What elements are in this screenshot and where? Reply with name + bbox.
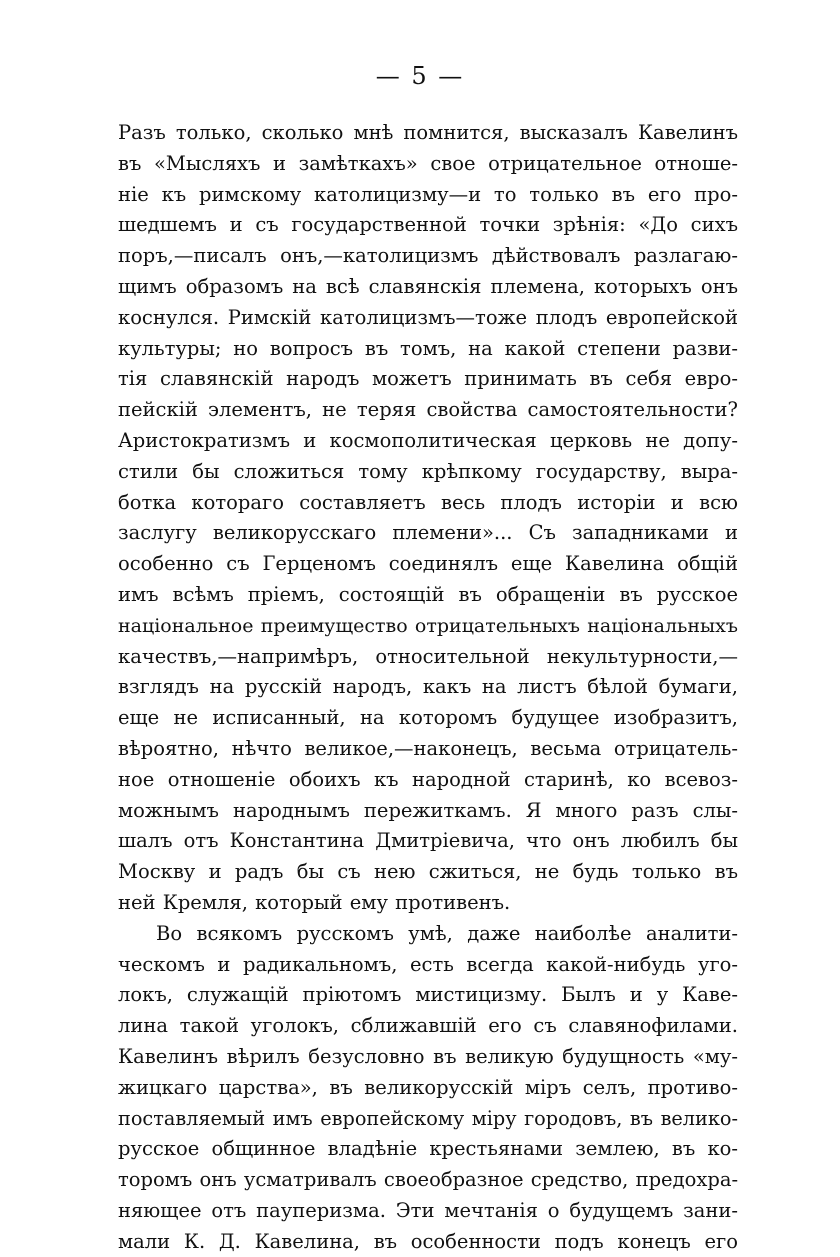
- text-line: культуры; но вопросъ въ томъ, на какой степени разви-: [118, 336, 738, 360]
- text-line: Аристократизмъ и космополитическая церковь не допу-: [118, 428, 738, 452]
- text-line: тія славянскій народъ можетъ принимать въ себя евро-: [118, 367, 738, 391]
- text-line: лина такой уголокъ, сближавшій его съ славянофилами.: [118, 1014, 738, 1038]
- text-line: ней Кремля, который ему противенъ.: [118, 890, 511, 914]
- text-line: русское общинное владѣніе крестьянами землею, въ ко-: [118, 1137, 738, 1161]
- text-line: можнымъ народнымъ пережиткамъ. Я много разъ слы-: [118, 798, 738, 822]
- text-line: коснулся. Римскій католицизмъ—тоже плодъ европейской: [118, 305, 738, 329]
- text-line: поставляемый имъ европейскому міру городовъ, въ велико-: [118, 1106, 738, 1130]
- text-line: взглядъ на русскій народъ, какъ на листъ бѣлой бумаги,: [118, 675, 738, 699]
- text-line: няющее отъ пауперизма. Эти мечтанія о будущемъ зани-: [118, 1198, 738, 1222]
- text-line: ніе къ римскому католицизму—и то только въ его про-: [118, 182, 738, 206]
- text-line: шедшемъ и съ государственной точки зрѣнія: «До сихъ: [118, 213, 738, 237]
- text-line: Разъ только, сколько мнѣ помнится, высказалъ Кавелинъ: [118, 121, 738, 144]
- text-line: ботка котораго составляетъ весь плодъ исторіи и всю: [118, 490, 738, 514]
- text-line: въ «Мысляхъ и замѣткахъ» свое отрицательное отноше-: [118, 151, 738, 175]
- text-line: ческомъ и радикальномъ, есть всегда какой-нибудь уго-: [118, 952, 738, 976]
- paragraph-1: [118, 118, 738, 919]
- text-line: особенно съ Герценомъ соединялъ еще Кавелина общій: [118, 552, 738, 576]
- text-line: Москву и радъ бы съ нею сжиться, не будь только въ: [118, 860, 738, 884]
- text-line: Во всякомъ русскомъ умѣ, даже наиболѣе аналити-: [156, 921, 738, 945]
- text-line: локъ, служащій пріютомъ мистицизму. Былъ и у Каве-: [118, 983, 738, 1007]
- text-line: шалъ отъ Константина Дмитріевича, что онъ любилъ бы: [118, 829, 738, 853]
- text-line: поръ,—писалъ онъ,—католицизмъ дѣйствовалъ разлагаю-: [118, 244, 738, 268]
- text-line: заслугу великорусскаго племени»... Съ западниками и: [118, 521, 738, 545]
- page-number: — 5 —: [375, 62, 465, 90]
- text-line: пейскій элементъ, не теряя свойства самостоятельности?: [118, 398, 738, 422]
- paragraph-2: [118, 919, 738, 1257]
- text-line: щимъ образомъ на всѣ славянскія племена, которыхъ онъ: [118, 274, 738, 298]
- text-line: жицкаго царства», въ великорусскій міръ селъ, противо-: [118, 1075, 738, 1099]
- body-text: [118, 118, 738, 1257]
- text-line: торомъ онъ усматривалъ своеобразное средство, предохра-: [118, 1168, 739, 1192]
- text-line: ное отношеніе обоихъ къ народной старинѣ, ко всевоз-: [118, 767, 738, 791]
- text-line: качествъ,—напримѣръ, относительной некультурности,—: [118, 644, 738, 668]
- text-line: мали К. Д. Кавелина, въ особенности подъ конецъ его: [118, 1229, 738, 1253]
- text-line: еще не исписанный, на которомъ будущее изобразитъ,: [118, 706, 738, 730]
- text-line: національное преимущество отрицательныхъ національныхъ: [118, 614, 738, 637]
- text-line: имъ всѣмъ пріемъ, состоящій въ обращеніи въ русское: [118, 582, 738, 606]
- text-line: Кавелинъ вѣрилъ безусловно въ великую будущность «му-: [118, 1044, 738, 1068]
- text-line: вѣроятно, нѣчто великое,—наконецъ, весьма отрицатель-: [118, 736, 738, 760]
- text-line: стили бы сложиться тому крѣпкому государству, выра-: [118, 459, 738, 483]
